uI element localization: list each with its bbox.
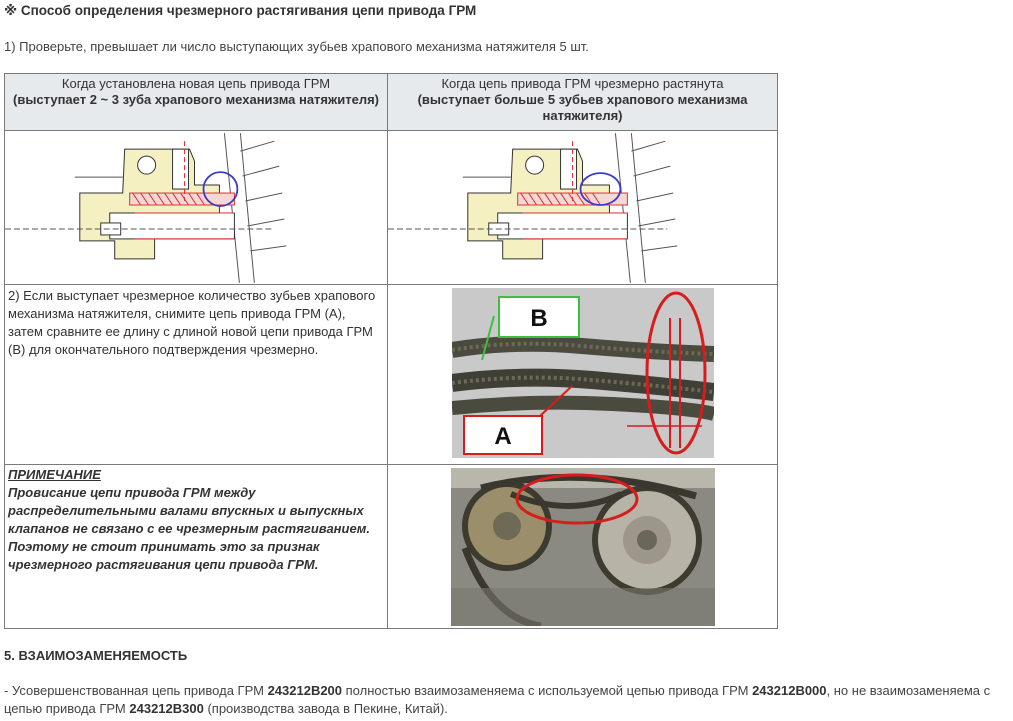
table-header-row — [5, 74, 778, 131]
part-number-beijing: 243212B300 — [129, 701, 204, 716]
note-block — [5, 465, 387, 575]
table-row-diagrams — [5, 131, 778, 285]
engine-timing-photo — [451, 468, 715, 626]
cell-chain-compare-text — [5, 285, 388, 465]
section-interchangeability-title: 5. ВЗАИМОЗАМЕНЯЕМОСТЬ — [4, 648, 188, 663]
chain-comparison-photo — [452, 288, 714, 458]
header-stretched-chain-sub: (выступает больше 5 зубьев храпового механизма натяжителя) — [417, 92, 748, 123]
tensioner-diagram-stretched — [388, 131, 777, 283]
interchangeability-paragraph — [4, 682, 1009, 718]
header-new-chain-sub: (выступает 2 ~ 3 зуба храпового механизма натяжителя) — [13, 92, 379, 107]
tensioner-diagram-new — [5, 131, 387, 283]
cell-note — [5, 465, 388, 629]
label-b: B — [529, 305, 548, 332]
header-stretched-chain-title: Когда цепь привода ГРМ чрезмерно растянута — [441, 76, 724, 91]
header-new-chain — [5, 74, 388, 131]
para-part-2: полностью взаимозаменяема с используемой цепью привода ГРМ — [342, 683, 753, 698]
part-number-new: 243212B200 — [267, 683, 343, 698]
cell-engine-photo — [388, 465, 778, 629]
table-row-note — [5, 465, 778, 629]
para-part-3: , но не взаимозаменяема с цепью привода ГРМ — [4, 683, 991, 716]
table-row-chain-compare — [5, 285, 778, 465]
note-body: Провисание цепи привода ГРМ между распределительными валами впускных и выпускных клапанов не связано с ее чрезмерным растягиванием. Поэтому не стоит принимать это за признак чрезмерного растягивания цепи привода ГРМ. — [8, 485, 370, 572]
note-title: ПРИМЕЧАНИЕ — [8, 467, 101, 482]
comparison-table — [4, 73, 778, 629]
part-number-current: 243212B000 — [752, 683, 827, 698]
cell-chain-photo — [388, 285, 778, 465]
intro-step-1: 1) Проверьте, превышает ли число выступающих зубьев храпового механизма натяжителя 5 шт. — [4, 39, 589, 54]
header-stretched-chain — [388, 74, 778, 131]
cell-diagram-new — [5, 131, 388, 285]
para-part-1: - Усовершенствованная цепь привода ГРМ — [4, 683, 268, 698]
cell-diagram-stretched — [388, 131, 778, 285]
para-part-4: (производства завода в Пекине, Китай). — [203, 701, 448, 716]
header-new-chain-title: Когда установлена новая цепь привода ГРМ — [61, 76, 331, 91]
page-heading: ※ Способ определения чрезмерного растягивания цепи привода ГРМ — [4, 3, 477, 18]
chain-compare-instruction: 2) Если выступает чрезмерное количество зубьев храпового механизма натяжителя, снимите цепь привода ГРМ (А), затем сравните ее длину с длиной новой цепи привода ГРМ (В) для окончательного подтверждения чрезмерно. — [8, 288, 376, 357]
label-a: A — [493, 423, 512, 450]
